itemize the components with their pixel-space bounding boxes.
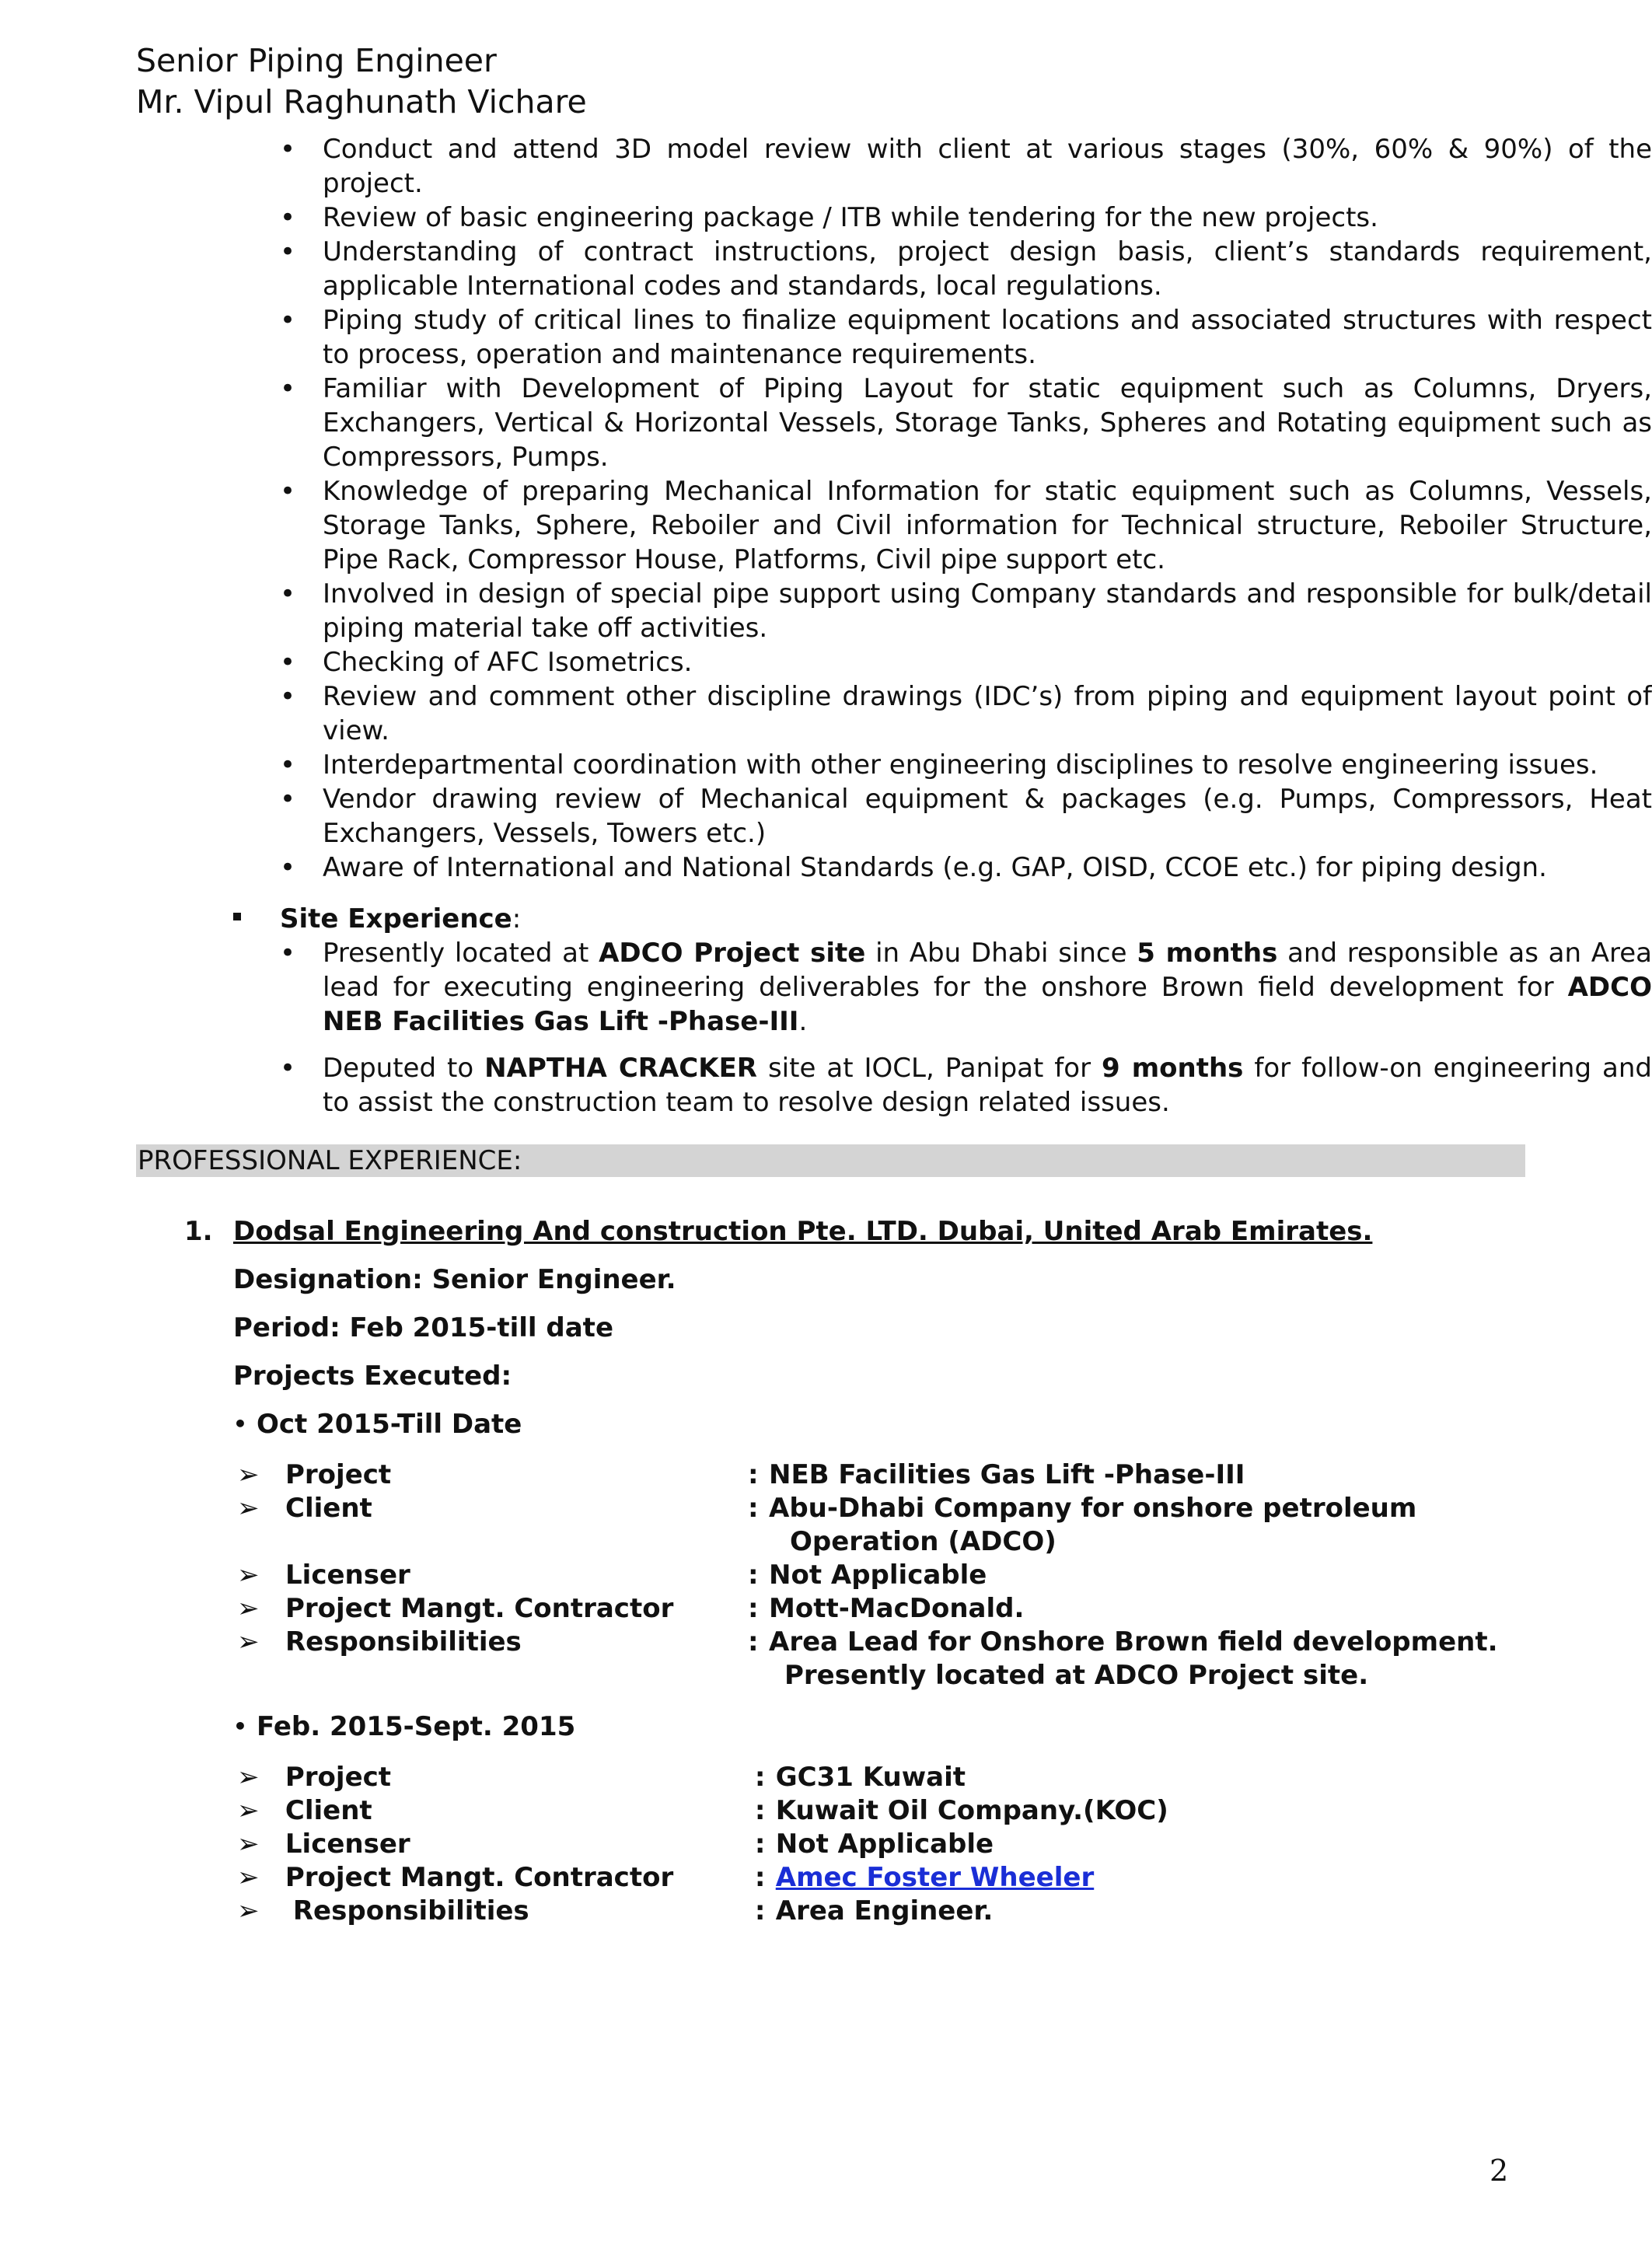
list-item: • Knowledge of preparing Mechanical Information for static equipment such as Columns, Vessels, Storage Tanks, Sphere, Reboiler and Civil information for Technical structure, Reboiler Structure, Pipe Rack, Compressor House, Platforms, Civil pipe support etc. [280, 476, 1652, 575]
list-item: • Conduct and attend 3D model review with client at various stages (30%, 60% & 90%) of the project. [280, 134, 1652, 199]
arrow-icon: ➢ [237, 1829, 260, 1860]
arrow-icon: ➢ [237, 1862, 260, 1893]
list-item: • Review of basic engineering package / ITB while tendering for the new projects. [280, 202, 1378, 233]
arrow-icon: ➢ [237, 1593, 260, 1624]
list-item: • Interdepartmental coordination with other engineering disciplines to resolve engineering issues. [280, 749, 1598, 781]
bullet-icon: • [280, 134, 296, 165]
header-title: Senior Piping Engineer [136, 42, 497, 79]
contractor-link[interactable]: Amec Foster Wheeler [775, 1862, 1095, 1893]
arrow-icon: ➢ [237, 1493, 260, 1524]
page-header [136, 40, 587, 123]
project-period: • Feb. 2015-Sept. 2015 [233, 1711, 576, 1742]
bullet-icon: • [280, 784, 296, 815]
bullet-icon: • [280, 749, 296, 781]
list-item: • Vendor drawing review of Mechanical equipment & packages (e.g. Pumps, Compressors, Heat Exchangers, Vessels, Towers etc.) [280, 784, 1652, 849]
company-title: 1. Dodsal Engineering And construction Pte. LTD. Dubai, United Arab Emirates. [184, 1216, 1373, 1247]
arrow-icon: ➢ [237, 1560, 260, 1591]
bullet-icon: • [280, 1053, 296, 1084]
bullet-icon: • [280, 578, 296, 610]
projects-label: Projects Executed: [233, 1361, 512, 1392]
bullet-icon: • [280, 236, 296, 267]
bullet-icon: • [233, 1713, 247, 1739]
list-item: • Aware of International and National Standards (e.g. GAP, OISD, CCOE etc.) for piping design. [280, 852, 1547, 883]
bullet-icon: • [280, 202, 296, 233]
site-experience-list [280, 936, 1652, 1120]
list-item: • Review and comment other discipline drawings (IDC’s) from piping and equipment layout point of view. [280, 681, 1652, 746]
list-item: • Presently located at ADCO Project site in Abu Dhabi since 5 months and responsible as an Area lead for executing engineering deliverables for the onshore Brown field development for ADCO NEB Facilities Gas Lift -Phase-III. [280, 938, 1652, 1037]
responsibility-list [280, 132, 1652, 885]
arrow-icon: ➢ [237, 1626, 260, 1657]
arrow-icon: ➢ [237, 1895, 260, 1926]
table-row: ➢ Responsibilities : Area Engineer. [237, 1895, 994, 1926]
arrow-icon: ➢ [237, 1795, 260, 1826]
table-row: ➢ Project Mangt. Contractor : Mott-MacDonald. [237, 1593, 1025, 1624]
table-row: ➢ Licenser : Not Applicable [237, 1829, 994, 1860]
table-row: ➢ Responsibilities : Area Lead for Onshore Brown field development. Presently located at ADCO Project site. [237, 1626, 1498, 1691]
bullet-icon: • [280, 681, 296, 712]
list-item: • Familiar with Development of Piping Layout for static equipment such as Columns, Dryers, Exchangers, Vertical & Horizontal Vessels, Storage Tanks, Spheres and Rotating equipment such as Compressors, Pumps. [280, 373, 1652, 473]
page-number: 2 [1490, 2153, 1509, 2188]
square-bullet-icon [233, 913, 241, 920]
bullet-icon: • [233, 1411, 247, 1437]
bullet-icon: • [280, 476, 296, 507]
list-item: • Involved in design of special pipe support using Company standards and responsible for bulk/detail piping material take off activities. [280, 578, 1652, 644]
table-row: ➢ Project : GC31 Kuwait [237, 1762, 966, 1793]
bullet-icon: • [280, 305, 296, 336]
period: Period: Feb 2015-till date [233, 1312, 613, 1343]
table-row: ➢ Licenser : Not Applicable [237, 1560, 987, 1591]
table-row: ➢ Project : NEB Facilities Gas Lift -Phase-III [237, 1459, 1245, 1490]
bullet-icon: • [280, 373, 296, 404]
arrow-icon: ➢ [237, 1762, 260, 1793]
list-item: • Piping study of critical lines to finalize equipment locations and associated structures with respect to process, operation and maintenance requirements. [280, 305, 1652, 370]
header-name: Mr. Vipul Raghunath Vichare [136, 83, 587, 121]
section-heading: PROFESSIONAL EXPERIENCE: [136, 1144, 1525, 1177]
arrow-icon: ➢ [237, 1459, 260, 1490]
list-item: • Checking of AFC Isometrics. [280, 647, 693, 678]
list-item: • Deputed to NAPTHA CRACKER site at IOCL, Panipat for 9 months for follow-on engineering and to assist the construction team to resolve design related issues. [280, 1053, 1652, 1118]
bullet-icon: • [280, 938, 296, 969]
table-row: ➢ Client : Kuwait Oil Company.(KOC) [237, 1795, 1168, 1826]
table-row: ➢ Client : Abu-Dhabi Company for onshore petroleum Operation (ADCO) [237, 1493, 1417, 1557]
document-body [136, 132, 1652, 1928]
project-details-table [237, 1761, 1520, 1928]
site-experience-heading: Site Experience: [233, 902, 1520, 936]
designation: Designation: Senior Engineer. [233, 1264, 676, 1295]
project-details-table [237, 1458, 1515, 1692]
company-name: Dodsal Engineering And construction Pte. LTD. Dubai, United Arab Emirates. [233, 1216, 1373, 1247]
bullet-icon: • [280, 647, 296, 678]
table-row: ➢ Project Mangt. Contractor : Amec Foster Wheeler [237, 1862, 1095, 1893]
project-period: • Oct 2015-Till Date [233, 1409, 522, 1440]
job-entry [184, 1214, 1520, 1928]
list-item: • Understanding of contract instructions, project design basis, client’s standards requirement, applicable International codes and standards, local regulations. [280, 236, 1652, 302]
bullet-icon: • [280, 852, 296, 883]
